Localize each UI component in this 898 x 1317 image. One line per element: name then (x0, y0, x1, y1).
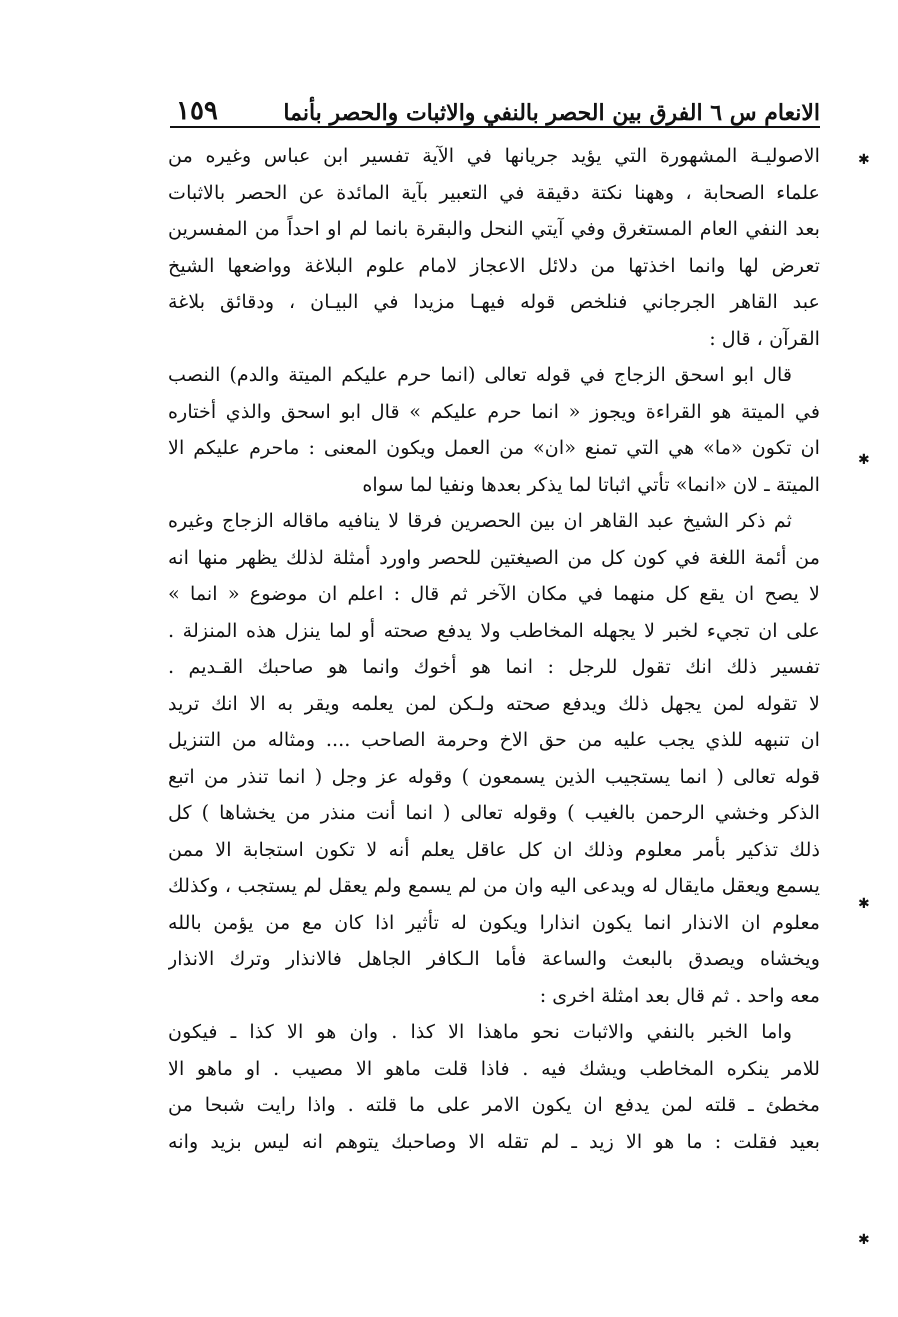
text-line: ان تنبهه للذي يجب عليه من حق الاخ وحرمة الصاحب .... ومثاله من التنزيل (168, 728, 820, 751)
page-number: ١٥٩ (176, 96, 218, 126)
text-line: معه واحد . ثم قال بعد امثلة اخرى : (539, 983, 820, 1007)
text-line: الاصوليـة المشهورة التي يؤيد جريانها في الآية تفسير ابن عباس وغيره من (168, 144, 820, 167)
text-line: واما الخبر بالنفي والاثبات نحو ماهذا الا كذا . وان هو الا كذا ـ فيكون (168, 1020, 792, 1043)
text-line: للامر ينكره المخاطب ويشك فيه . فاذا قلت ماهو الا مصيب . او ماهو الا (168, 1056, 820, 1080)
text-line: قوله تعالى ( انما يستجيب الذين يسمعون ) وقوله عز وجل ( انما تنذر من اتبع (168, 764, 820, 788)
header-title: الانعام س ٦ الفرق بين الحصر بالنفي والاثبات والحصر بأنما (283, 100, 820, 126)
text-line: ثم ذكر الشيخ عبد القاهر ان بين الحصرين فرقا لا ينافيه ماقاله الزجاج وغيره (168, 509, 792, 532)
asterisk-mark-icon: ✱ (858, 152, 870, 168)
paragraph-2 (168, 357, 820, 503)
text-line: ويخشاه ويصدق بالبعث والساعة فأما الـكافر الجاهل فالانذار وترك الانذار (168, 947, 820, 970)
text-line: علماء الصحابة ، وههنا نكتة دقيقة في التعبير بآية المائدة عن الحصر بالاثبات (168, 180, 820, 204)
text-line: بعد النفي العام المستغرق وفي آيتي النحل والبقرة بانما لم او احداً من المفسرين (168, 217, 820, 240)
text-line: يسمع ويعقل مايقال له ويدعى اليه وان من لم يسمع ولم يعقل لم يستجب ، وكذلك (168, 874, 820, 897)
text-line: تعرض لها وانما اخذتها من دلائل الاعجاز لامام علوم البلاغة وواضعها الشيخ (168, 253, 820, 277)
text-line: لا يصح ان يقع كل منهما في مكان الآخر ثم قال : اعلم ان موضوع « انما » (168, 582, 820, 605)
text-line: تفسير ذلك انك تقول للرجل : انما هو أخوك وانما هو صاحبك القـديم . (168, 655, 820, 678)
text-line: عبد القاهر الجرجاني فنلخص قوله فيهـا مزيدا في البيـان ، ودقائق بلاغة (168, 290, 820, 313)
text-line: الذكر وخشي الرحمن بالغيب ) وقوله تعالى ( انما أنت منذر من يخشاها ) كل (168, 801, 820, 824)
text-line: القرآن ، قال : (709, 326, 820, 350)
text-line: مخطئ ـ قلته لمن يدفع ان يكون الامر على ما قلته . واذا رايت شبحا من (168, 1093, 820, 1116)
text-line: لا تقوله لمن يجهل ذلك ويدفع صحته ولـكن لمن يعلمه ويقر به الا انك تريد (168, 691, 820, 715)
text-line: ذلك تذكير بأمر معلوم وذلك ان كل عاقل يعلم أنه لا تكون استجابة الا ممن (168, 837, 820, 861)
asterisk-mark-icon: ✱ (858, 896, 870, 912)
body-text (168, 138, 820, 1268)
paragraph-3 (168, 503, 820, 1014)
text-line: على ان تجيء لخبر لا يجهله المخاطب ولا يدفع صحته أو لما ينزل هذه المنزلة . (168, 618, 820, 642)
text-line: معلوم ان الانذار انما يكون انذارا ويكون له تأثير اذا كان مع من يؤمن بالله (168, 910, 820, 934)
running-header (170, 82, 820, 128)
text-line: الميتة ـ لان «انما» تأتي اثباتا لما يذكر بعدها ونفيا لما سواه (362, 472, 820, 496)
text-line: بعيد فقلت : ما هو الا زيد ـ لم تقله الا وصاحبك يتوهم انه ليس بزيد وانه (168, 1129, 820, 1153)
paragraph-4 (168, 1014, 820, 1160)
text-line: قال ابو اسحق الزجاج في قوله تعالى (انما حرم عليكم الميتة والدم) النصب (168, 363, 792, 386)
text-line: في الميتة هو القراءة ويجوز « انما حرم عليكم » قال ابو اسحق والذي أختاره (168, 399, 820, 423)
paragraph-1 (168, 138, 820, 357)
text-line: ان تكون «ما» هي التي تمنع «ان» من العمل ويكون المعنى : ماحرم عليكم الا (168, 436, 820, 459)
asterisk-mark-icon: ✱ (858, 1232, 870, 1248)
asterisk-mark-icon: ✱ (858, 452, 870, 468)
text-line: من أئمة اللغة في كون كل من الصيغتين للحصر واورد أمثلة لذلك يظهر منها انه (168, 545, 820, 569)
